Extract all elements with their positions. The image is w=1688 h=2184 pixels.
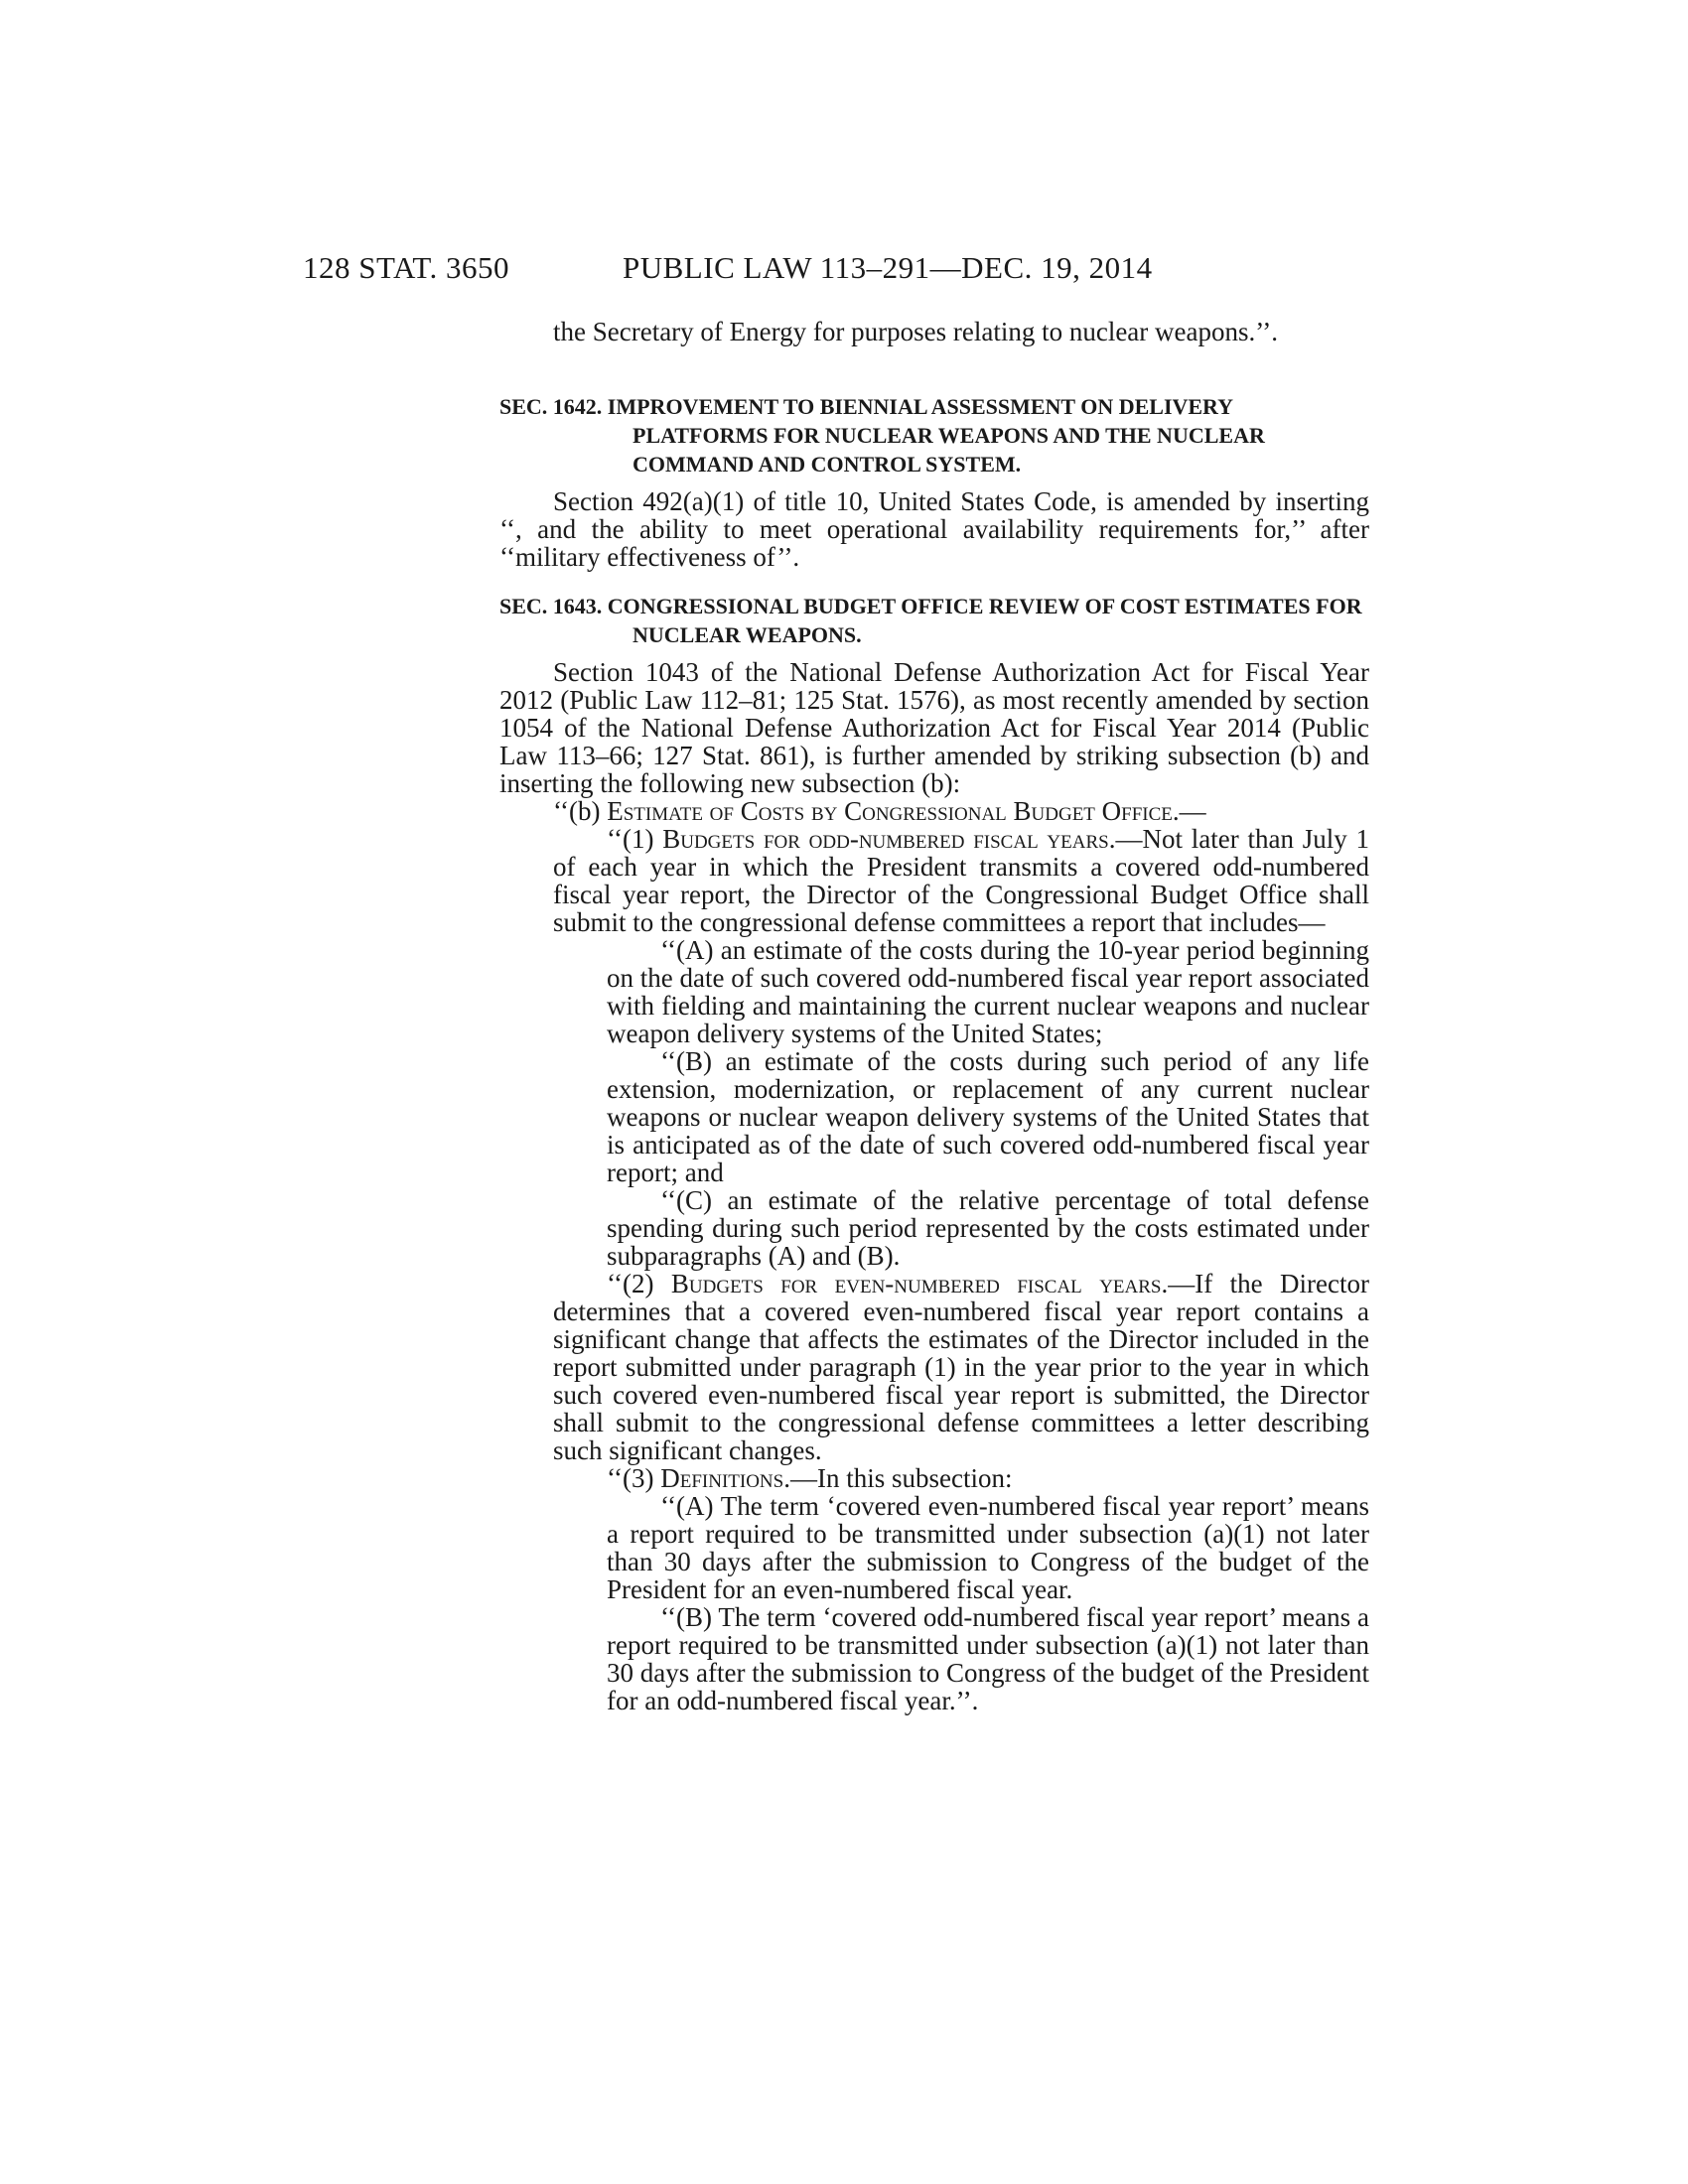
section-1643-heading: [499, 592, 1369, 649]
public-law-title: PUBLIC LAW 113–291—DEC. 19, 2014: [623, 250, 1153, 285]
section-1643-heading-text: [499, 592, 1369, 649]
paragraph-2: ‘‘(2) Budgets for even-numbered fiscal years.—If the Director determines that a covered even-numbered fiscal year report contains a significant change that affects the estimates of the Director included in the report submitted under paragraph (1) in the year prior to the year in which such covered even-numbered fiscal year report is submitted, the Director shall submit to the congressional defense committees a letter describing such significant changes.: [553, 1269, 1370, 1465]
section-1643-number: SEC. 1643.: [499, 594, 603, 618]
section-1642-heading-text: [499, 392, 1369, 478]
section-1643-intro: Section 1043 of the National Defense Authorization Act for Fiscal Year 2012 (Public Law 112–81; 125 Stat. 1576), as most recently amended by section 1054 of the National Defense Authorization Act for Fiscal Year 2014 (Public Law 113–66; 127 Stat. 861), is further amended by striking subsection (b) and inserting the following new subsection (b):: [499, 657, 1369, 798]
paragraph-1: ‘‘(1) Budgets for odd-numbered fiscal years.—Not later than July 1 of each year in which the President transmits a covered odd-numbered fiscal year report, the Director of the Congressional Budget Office shall submit to the congressional defense committees a report that includes—: [553, 824, 1369, 937]
subsection-b-heading: ‘‘(b) Estimate of Costs by Congressional Budget Office.—: [553, 796, 1206, 826]
statute-page-number: 128 STAT. 3650: [303, 250, 510, 285]
paragraph-1-B: ‘‘(B) an estimate of the costs during such period of any life extension, modernization, or replacement of any current nuclear weapons or nuclear weapon delivery systems of the United States that is anticipated as of the date of such covered odd-numbered fiscal year report; and: [607, 1046, 1369, 1187]
section-1642-title: IMPROVEMENT TO BIENNIAL ASSESSMENT ON DELIVERY PLATFORMS FOR NUCLEAR WEAPONS AND THE NUCLEAR COMMAND AND CONTROL SYSTEM.: [607, 394, 1265, 477]
section-1642-body: [499, 487, 1369, 571]
paragraph-1-C: ‘‘(C) an estimate of the relative percentage of total defense spending during such period represented by the costs estimated under subparagraphs (A) and (B).: [607, 1185, 1369, 1271]
paragraph-3: ‘‘(3) Definitions.—In this subsection:: [607, 1463, 1013, 1493]
paragraph-3-B: ‘‘(B) The term ‘covered odd-numbered fiscal year report’ means a report required to be transmitted under subsection (a)(1) not later than 30 days after the submission to Congress of the budget of the President for an odd-numbered fiscal year.’’.: [607, 1602, 1369, 1715]
paragraph-1-A: ‘‘(A) an estimate of the costs during the 10-year period beginning on the date of such covered odd-numbered fiscal year report associated with fielding and maintaining the current nuclear weapons and nuclear weapon delivery systems of the United States;: [607, 935, 1369, 1048]
section-1643-body: [499, 658, 1369, 1714]
section-1642-number: SEC. 1642.: [499, 394, 603, 419]
section-1642-text: Section 492(a)(1) of title 10, United States Code, is amended by inserting ‘‘, and the ability to meet operational availability requirements for,’’ after ‘‘military effectiveness of’’.: [499, 486, 1369, 572]
continuation-text: the Secretary of Energy for purposes relating to nuclear weapons.’’.: [553, 317, 1278, 346]
section-1643-title: CONGRESSIONAL BUDGET OFFICE REVIEW OF COST ESTIMATES FOR NUCLEAR WEAPONS.: [607, 594, 1362, 647]
continuation-paragraph: [499, 318, 1369, 345]
paragraph-3-A: ‘‘(A) The term ‘covered even-numbered fiscal year report’ means a report required to be transmitted under subsection (a)(1) not later than 30 days after the submission to Congress of the budget of the President for an even-numbered fiscal year.: [607, 1491, 1369, 1604]
section-1642-heading: [499, 392, 1369, 478]
